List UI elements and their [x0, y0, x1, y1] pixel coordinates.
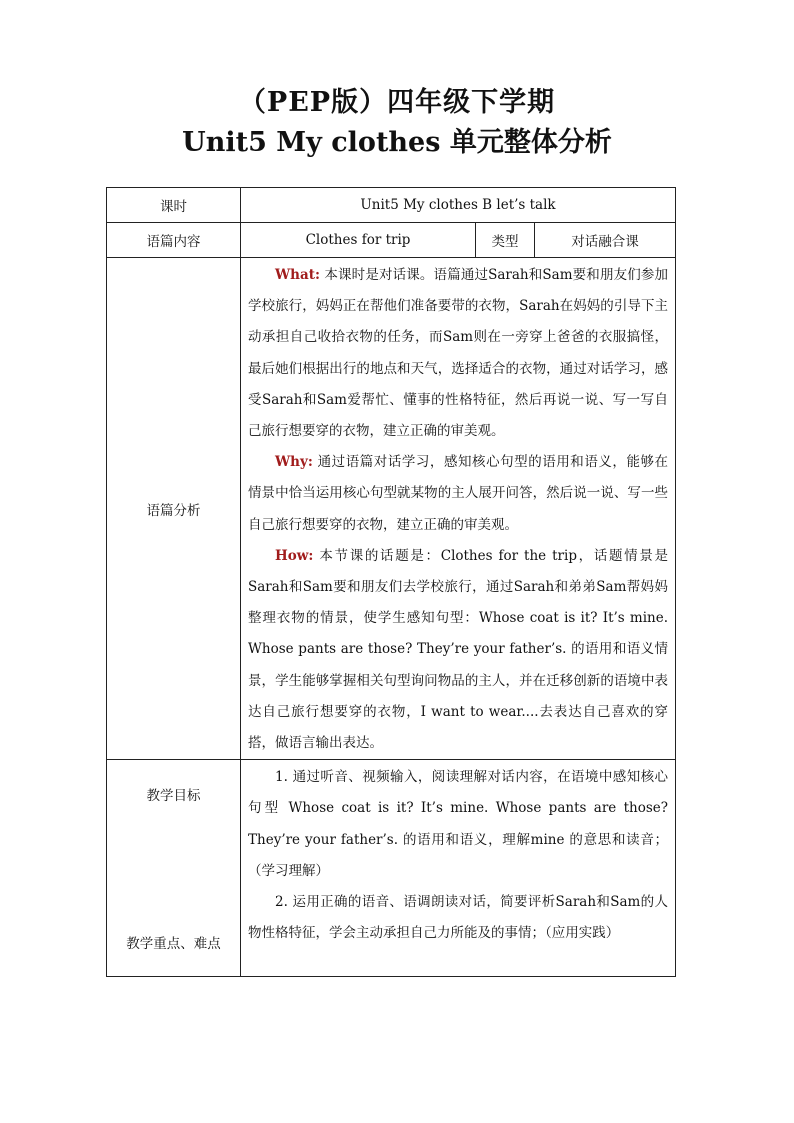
document-title: （PEP版）四年级下学期 [238, 87, 556, 118]
why-text: 通过语篇对话学习，感知核心句型的语用和语义，能够在情景中恰当运用核心句型就某物的主人展开问答，然后说一说、写一些自己旅行想要穿的衣物，建立正确的审美观。 [248, 454, 669, 533]
table-row [107, 223, 676, 258]
lesson-label: 课时 [107, 188, 241, 223]
why-keyword: Why: [275, 454, 313, 471]
analysis-text [241, 258, 675, 759]
analysis-cell [241, 258, 676, 760]
table-row [107, 258, 676, 760]
goal-cell [241, 760, 676, 977]
table-row [107, 188, 676, 223]
what-keyword: What: [275, 267, 320, 283]
what-text: 本课时是对话课。语篇通过Sarah和Sam要和朋友们参加学校旅行，妈妈正在帮他们准备要带的衣物，Sarah在妈妈的引导下主动承担自己收拾衣物的任务，而Sam则在一旁穿上爸爸的衣服搞怪，最后她们根据出行的地点和天气，选择适合的衣物，通过对话学习，感受Sarah和Sam爱帮忙、懂事的性格特征，然后再说一说、写一写自己旅行想要穿的衣物，建立正确的审美观。 [248, 267, 669, 440]
what-paragraph [248, 260, 668, 447]
table-row [107, 760, 676, 977]
type-value: 对话融合课 [535, 223, 676, 258]
type-label: 类型 [476, 223, 535, 258]
lesson-value: Unit5 My clothes B let’s talk [241, 188, 676, 223]
how-text: 本节课的话题是：Clothes for the trip，话题情景是Sarah和Sam要和朋友们去学校旅行，通过Sarah和弟弟Sam帮妈妈整理衣物的情景，使学生感知句型：Whose coat is it? It’s mine. Whose pants are those? They’re your father’s. 的语用和语义情景，学生能够掌握相关句型询问物品的主人，并在迁移创新的语境中表达自己旅行想要穿的衣物，I want to wear....去表达自己喜欢的穿搭，做语言输出表达。 [248, 547, 669, 752]
goal-1: 1. 通过听音、视频输入，阅读理解对话内容，在语境中感知核心句型 Whose coat is it? It’s mine. Whose pants are those? They’re your father’s. 的语用和语义，理解mine 的意思和读音；（学习理解） [248, 769, 669, 879]
analysis-table [106, 187, 676, 977]
content-value: Clothes for trip [241, 223, 476, 258]
goal-label-cell [107, 760, 241, 977]
goal-2: 2. 运用正确的语音、语调朗读对话，简要评析Sarah和Sam的人物性格特征，学会主动承担自己力所能及的事情；（应用实践） [248, 894, 669, 942]
content-label: 语篇内容 [107, 223, 241, 258]
how-keyword: How: [275, 547, 314, 564]
how-paragraph [248, 541, 668, 759]
document-subtitle: Unit5 My clothes 单元整体分析 [182, 127, 612, 158]
goal-label: 教学目标 [146, 788, 201, 805]
why-paragraph [248, 447, 668, 541]
key-points-label: 教学重点、难点 [126, 936, 221, 953]
goal-text [241, 760, 675, 949]
analysis-label: 语篇分析 [107, 258, 241, 760]
